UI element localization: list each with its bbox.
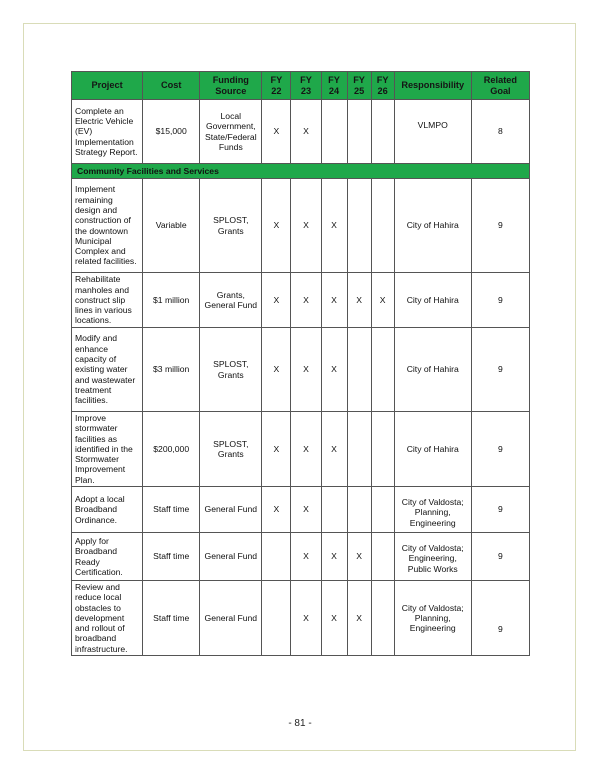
fy23-cell: X (291, 100, 321, 164)
responsibility-cell: City of Valdosta; Planning, Engineering (394, 487, 471, 533)
fy25-cell (347, 487, 371, 533)
funding-cell: General Fund (200, 533, 262, 581)
cost-cell: $15,000 (143, 100, 200, 164)
responsibility-cell: City of Valdosta; Engineering, Public Works (394, 533, 471, 581)
responsibility-cell: VLMPO (394, 100, 471, 164)
responsibility-cell: City of Hahira (394, 179, 471, 273)
header-fy23: FY 23 (291, 72, 321, 100)
table-row (72, 100, 530, 164)
fy26-cell (371, 412, 394, 487)
table-row (72, 328, 530, 412)
funding-cell: Local Government, State/Federal Funds (200, 100, 262, 164)
header-funding-source: Funding Source (200, 72, 262, 100)
fy22-cell: X (262, 179, 291, 273)
responsibility-cell: City of Hahira (394, 273, 471, 328)
header-fy25: FY 25 (347, 72, 371, 100)
fy25-cell: X (347, 273, 371, 328)
header-project: Project (72, 72, 143, 100)
goal-cell: 9 (471, 581, 529, 656)
cost-cell: $1 million (143, 273, 200, 328)
fy22-cell: X (262, 273, 291, 328)
project-cell: Review and reduce local obstacles to development and rollout of broadband infrastructure. (72, 581, 143, 656)
goal-cell: 9 (471, 179, 529, 273)
fy22-cell (262, 533, 291, 581)
goal-cell: 9 (471, 487, 529, 533)
funding-cell: General Fund (200, 581, 262, 656)
project-cell: Adopt a local Broadband Ordinance. (72, 487, 143, 533)
header-fy24: FY 24 (321, 72, 347, 100)
fy22-cell: X (262, 487, 291, 533)
fy22-cell: X (262, 100, 291, 164)
funding-cell: SPLOST, Grants (200, 412, 262, 487)
fy26-cell (371, 328, 394, 412)
cost-cell: Variable (143, 179, 200, 273)
fy24-cell: X (321, 273, 347, 328)
fy24-cell: X (321, 179, 347, 273)
fy26-cell (371, 487, 394, 533)
goal-cell: 9 (471, 533, 529, 581)
fy23-cell: X (291, 487, 321, 533)
fy24-cell (321, 487, 347, 533)
goal-cell: 9 (471, 328, 529, 412)
fy25-cell (347, 179, 371, 273)
table-row (72, 179, 530, 273)
page-number: - 81 - (288, 718, 312, 729)
fy26-cell: X (371, 273, 394, 328)
cost-cell: Staff time (143, 533, 200, 581)
project-cell: Implement remaining design and construction of the downtown Municipal Complex and related facilities. (72, 179, 143, 273)
section-title: Community Facilities and Services (72, 164, 530, 179)
fy23-cell: X (291, 273, 321, 328)
fy23-cell: X (291, 328, 321, 412)
project-cell: Rehabilitate manholes and construct slip lines in various locations. (72, 273, 143, 328)
table-header-row (72, 72, 530, 100)
funding-cell: SPLOST, Grants (200, 328, 262, 412)
fy26-cell (371, 581, 394, 656)
funding-cell: General Fund (200, 487, 262, 533)
fy25-cell (347, 100, 371, 164)
responsibility-cell: City of Hahira (394, 328, 471, 412)
responsibility-cell: City of Hahira (394, 412, 471, 487)
cost-cell: Staff time (143, 487, 200, 533)
header-fy22: FY 22 (262, 72, 291, 100)
fy24-cell: X (321, 328, 347, 412)
fy24-cell: X (321, 533, 347, 581)
fy25-cell: X (347, 533, 371, 581)
header-responsibility: Responsibility (394, 72, 471, 100)
table-row (72, 487, 530, 533)
project-cell: Modify and enhance capacity of existing water and wastewater treatment facilities. (72, 328, 143, 412)
fy24-cell: X (321, 581, 347, 656)
fy22-cell: X (262, 328, 291, 412)
fy23-cell: X (291, 412, 321, 487)
fy25-cell (347, 328, 371, 412)
fy26-cell (371, 179, 394, 273)
fy22-cell (262, 581, 291, 656)
fy26-cell (371, 533, 394, 581)
table-row (72, 273, 530, 328)
project-cell: Complete an Electric Vehicle (EV) Implementation Strategy Report. (72, 100, 143, 164)
header-fy26: FY 26 (371, 72, 394, 100)
goal-cell: 8 (471, 100, 529, 164)
cost-cell: Staff time (143, 581, 200, 656)
table-row (72, 533, 530, 581)
fy23-cell: X (291, 179, 321, 273)
fy24-cell (321, 100, 347, 164)
section-header-row (72, 164, 530, 179)
table-row (72, 581, 530, 656)
work-program-table (71, 71, 530, 656)
responsibility-cell: City of Valdosta; Planning, Engineering (394, 581, 471, 656)
fy26-cell (371, 100, 394, 164)
header-related-goal: Related Goal (471, 72, 529, 100)
fy22-cell: X (262, 412, 291, 487)
header-cost: Cost (143, 72, 200, 100)
goal-cell: 9 (471, 412, 529, 487)
fy25-cell: X (347, 581, 371, 656)
fy23-cell: X (291, 581, 321, 656)
funding-cell: SPLOST, Grants (200, 179, 262, 273)
funding-cell: Grants, General Fund (200, 273, 262, 328)
cost-cell: $3 million (143, 328, 200, 412)
cost-cell: $200,000 (143, 412, 200, 487)
table-row (72, 412, 530, 487)
fy24-cell: X (321, 412, 347, 487)
fy23-cell: X (291, 533, 321, 581)
fy25-cell (347, 412, 371, 487)
goal-cell: 9 (471, 273, 529, 328)
project-cell: Apply for Broadband Ready Certification. (72, 533, 143, 581)
project-cell: Improve stormwater facilities as identified in the Stormwater Improvement Plan. (72, 412, 143, 487)
